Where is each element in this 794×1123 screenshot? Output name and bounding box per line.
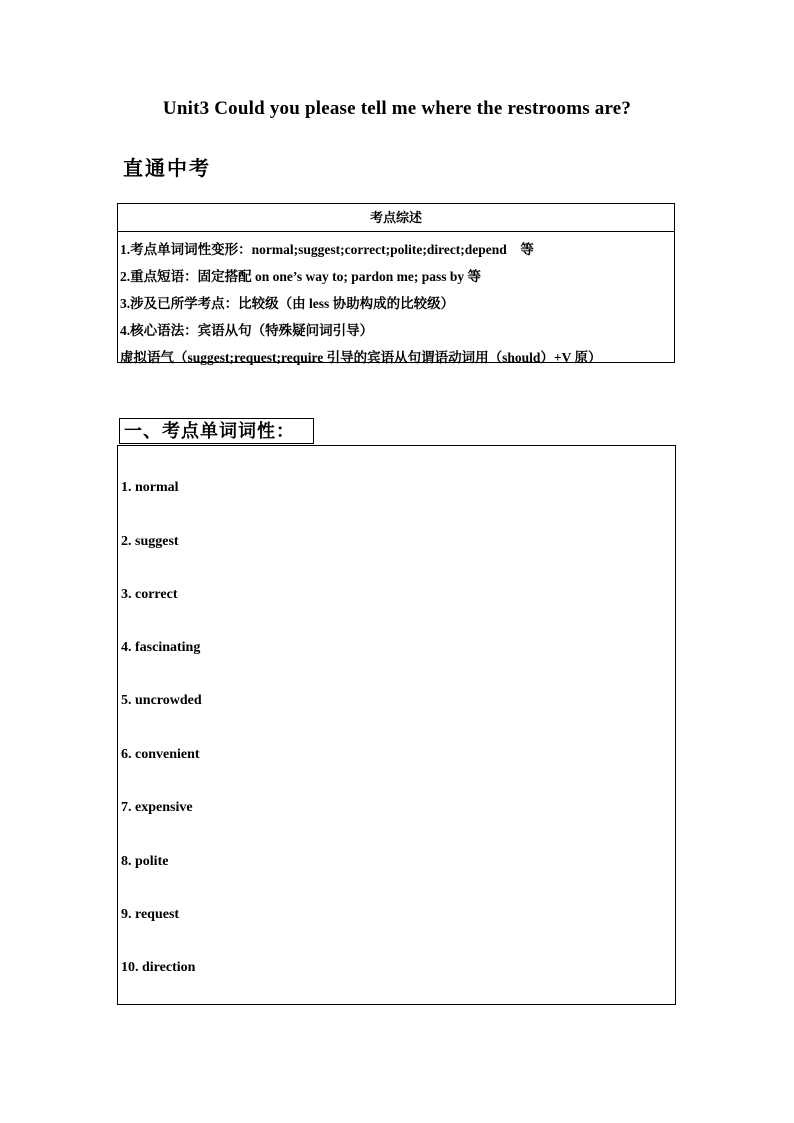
word-item: 9. request (121, 907, 180, 922)
summary-line-1: 1.考点单词词性变形：normal;suggest;correct;polite;direct;depend 等 (120, 242, 534, 257)
summary-line-5: 虚拟语气（suggest;request;require 引导的宾语从句谓语动词用（should）+V 原） (120, 350, 602, 365)
word-item: 3. correct (121, 587, 178, 602)
summary-line-3: 3.涉及已所学考点：比较级（由 less 协助构成的比较级） (120, 296, 455, 311)
word-item: 4. fascinating (121, 640, 201, 655)
summary-line-2: 2.重点短语：固定搭配 on one’s way to; pardon me; pass by 等 (120, 269, 482, 284)
word-list-box (117, 445, 676, 1005)
word-item: 1. normal (121, 480, 179, 495)
summary-header: 考点综述 (118, 204, 674, 232)
word-item: 10. direction (121, 960, 196, 975)
summary-line-4: 4.核心语法：宾语从句（特殊疑问词引导） (120, 323, 374, 338)
word-item: 2. suggest (121, 534, 179, 549)
word-item: 5. uncrowded (121, 693, 202, 708)
section-heading: 一、考点单词词性： (119, 418, 314, 444)
summary-table (117, 203, 675, 363)
page-title: Unit3 Could you please tell me where the restrooms are? (162, 98, 632, 119)
word-item: 6. convenient (121, 747, 200, 762)
word-item: 8. polite (121, 854, 169, 869)
page-subtitle: 直通中考 (123, 158, 211, 180)
word-item: 7. expensive (121, 800, 193, 815)
